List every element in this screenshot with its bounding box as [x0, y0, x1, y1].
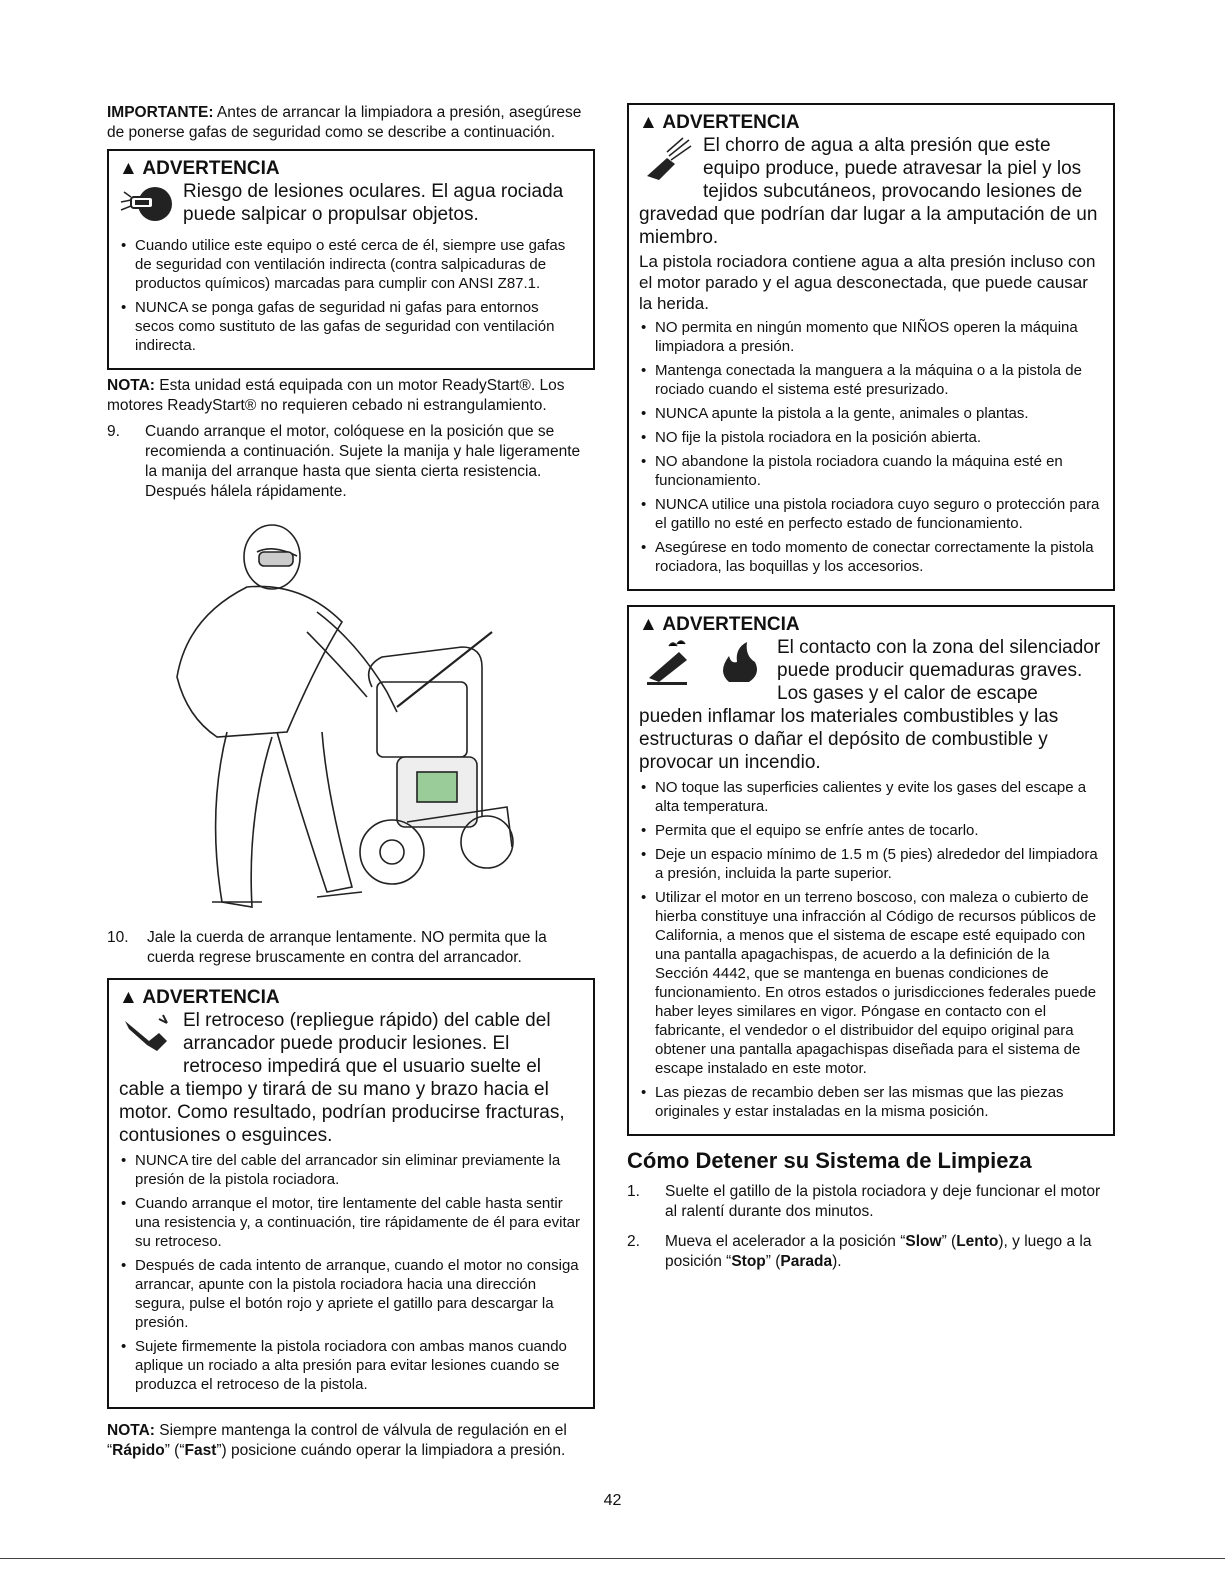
- step-text: Cuando arranque el motor, colóquese en la posición que se recomienda a continuación. Sujete la manija y hale ligeramente la manija del arranque hasta que sienta cierta resistencia. Después hálela rápidamente.: [145, 423, 581, 500]
- fire-icon: [723, 642, 757, 682]
- step-text: ).: [832, 1253, 842, 1270]
- step-text: ” (: [941, 1233, 957, 1250]
- list-item: • NO toque las superficies calientes y evite los gases del escape a alta temperatura.: [639, 778, 1101, 816]
- nota-text: ”) posicione cuándo operar la limpiadora a presión.: [216, 1442, 566, 1459]
- right-column: [627, 103, 1115, 1282]
- nota-label: NOTA:: [107, 377, 155, 394]
- step-text: ” (: [765, 1253, 781, 1270]
- step-bold: Slow: [905, 1233, 942, 1250]
- step-bold: Parada: [780, 1253, 833, 1270]
- warning-box-high-pressure: [627, 103, 1115, 591]
- step-text: Jale la cuerda de arranque lentamente. NO permita que la cuerda regrese bruscamente en contra del arrancador.: [147, 929, 547, 966]
- importante-label: IMPORTANTE:: [107, 104, 214, 121]
- list-item: • Cuando utilice este equipo o esté cerca de él, siempre use gafas de seguridad con ventilación indirecta (contra salpicaduras de productos químicos) marcadas para cumplir con ANSI Z87.1.: [119, 236, 581, 293]
- step-bold: Lento: [956, 1233, 999, 1250]
- warning-lead: Riesgo de lesiones oculares. El agua rociada puede salpicar o propulsar objetos.: [183, 181, 564, 225]
- warning-lead: El contacto con la zona del silenciador puede producir quemaduras graves. Los gases y el calor de escape pueden inflamar los materiales combustibles y las estructuras o dañar el depósito de combustible y provocar un incendio.: [639, 637, 1101, 773]
- warning-tag: ▲ ADVERTENCIA: [639, 112, 800, 133]
- warning-lead-2: La pistola rociadora contiene agua a alta presión incluso con el motor parado y el agua desconectada, que puede causar la herida.: [639, 252, 1096, 313]
- list-item: • NUNCA tire del cable del arrancador sin eliminar previamente la presión de la pistola rociadora.: [119, 1151, 581, 1189]
- nota-bold: Rápido: [112, 1442, 165, 1459]
- warning-box-eye-injury: [107, 149, 595, 370]
- nota-paragraph: [107, 376, 595, 416]
- nota-label: NOTA:: [107, 1422, 155, 1439]
- warning-bullets: [119, 1151, 581, 1394]
- warning-header: [639, 613, 1101, 636]
- warning-bullets: [639, 778, 1101, 1121]
- step-number: 10.: [107, 929, 129, 946]
- list-item: • NUNCA se ponga gafas de seguridad ni gafas para entornos secos como sustituto de las gafas de seguridad con ventilación indirecta.: [119, 298, 581, 355]
- warning-bullets: [639, 318, 1101, 576]
- section-heading: Cómo Detener su Sistema de Limpieza: [627, 1148, 1032, 1173]
- nota-text: Esta unidad está equipada con un motor ReadyStart®. Los motores ReadyStart® no requieren cebado ni estrangulamiento.: [107, 377, 565, 414]
- step-text: Mueva el acelerador a la posición “: [665, 1233, 906, 1250]
- warning-box-muffler: [627, 605, 1115, 1136]
- warning-header: [639, 111, 1101, 134]
- recoil-hand-icon: [119, 1011, 175, 1059]
- warning-tag: ▲ ADVERTENCIA: [119, 158, 280, 179]
- list-item: • Las piezas de recambio deben ser las mismas que las piezas originales y estar instaladas en la misma posición.: [639, 1083, 1101, 1121]
- importante-text: Antes de arrancar la limpiadora a presión, asegúrese de ponerse gafas de seguridad como se describe a continuación.: [107, 104, 582, 141]
- list-item: • Utilizar el motor en un terreno boscoso, con maleza o cubierto de hierba constituye una infracción al Código de recursos públicos de California, a menos que el sistema de escape esté equipado con una pantalla apagachispas, de acuerdo a la definición de la Sección 4442, que se mantenga en buenas condiciones de funcionamiento. En otros estados o jurisdicciones federales puede haber leyes similares en vigor. Póngase en contacto con el fabricante, el vendedor o el distribuidor del equipo original para obtener una pantalla apagachispas diseñada para el sistema de escape instalado en este motor.: [639, 888, 1101, 1078]
- page-bottom-rule: [0, 1558, 1225, 1559]
- step-number: 9.: [107, 423, 120, 440]
- nota-paragraph-2: [107, 1421, 595, 1461]
- warning-box-recoil: [107, 978, 595, 1409]
- left-column: [107, 103, 595, 1461]
- step-text: Suelte el gatillo de la pistola rociadora y deje funcionar el motor al ralentí durante dos minutos.: [665, 1183, 1101, 1220]
- importante-paragraph: [107, 103, 595, 143]
- step-number: 1.: [627, 1183, 640, 1200]
- list-item: • NUNCA apunte la pistola a la gente, animales o plantas.: [639, 404, 1101, 423]
- step-2: [627, 1232, 1115, 1272]
- nota-bold: Fast: [184, 1442, 217, 1459]
- list-item: • Deje un espacio mínimo de 1.5 m (5 pies) alrededor del limpiadora a presión, incluida la parte superior.: [639, 845, 1101, 883]
- high-pressure-spray-hand-icon: [639, 136, 695, 184]
- list-item: • NO abandone la pistola rociadora cuando la máquina esté en funcionamiento.: [639, 452, 1101, 490]
- page-number: 42: [603, 1492, 622, 1509]
- list-item: • Asegúrese en todo momento de conectar correctamente la pistola rociadora, las boquillas y los accesorios.: [639, 538, 1101, 576]
- person-starting-pressure-washer-illustration: [167, 512, 517, 922]
- warning-header: [119, 157, 581, 180]
- list-item: • NUNCA utilice una pistola rociadora cuyo seguro o protección para el gatillo no esté en perfecto estado de funcionamiento.: [639, 495, 1101, 533]
- warning-tag: ▲ ADVERTENCIA: [639, 614, 800, 635]
- step-bold: Stop: [731, 1253, 766, 1270]
- nota-text: ” (“: [164, 1442, 185, 1459]
- warning-lead: El retroceso (repliegue rápido) del cable del arrancador puede producir lesiones. El retroceso impedirá que el usuario suelte el cable a tiempo y tirará de su mano y brazo hacia el motor. Como resultado, podrían producirse fracturas, contusiones o esguinces.: [119, 1010, 565, 1146]
- nota-text: Siempre mantenga la control de válvula de regulación en el “: [107, 1422, 567, 1459]
- list-item: • Permita que el equipo se enfríe antes de tocarlo.: [639, 821, 1101, 840]
- list-item: • NO permita en ningún momento que NIÑOS operen la máquina limpiadora a presión.: [639, 318, 1101, 356]
- step-10: [107, 928, 595, 968]
- warning-header: [119, 986, 581, 1009]
- list-item: • Cuando arranque el motor, tire lentamente del cable hasta sentir una resistencia y, a continuación, tire rápidamente de él para evitar su retroceso.: [119, 1194, 581, 1251]
- warning-lead: El chorro de agua a alta presión que este equipo produce, puede atravesar la piel y los tejidos subcutáneos, provocando lesiones de gravedad que podrían dar lugar a la amputación de un miembro.: [639, 135, 1098, 248]
- list-item: • NO fije la pistola rociadora en la posición abierta.: [639, 428, 1101, 447]
- step-text: ), y luego a la posición “: [665, 1233, 1092, 1270]
- step-1: [627, 1182, 1115, 1222]
- list-item: • Después de cada intento de arranque, cuando el motor no consiga arrancar, apunte con la pistola rociadora hacia una dirección segura, pulse el botón rojo y apriete el gatillo para descargar la presión.: [119, 1256, 581, 1332]
- warning-tag: ▲ ADVERTENCIA: [119, 987, 280, 1008]
- warning-bullets: [119, 236, 581, 355]
- step-number: 2.: [627, 1233, 640, 1250]
- list-item: • Sujete firmemente la pistola rociadora con ambas manos cuando aplique un rociado a alta presión para evitar lesiones cuando se produzca el retroceso de la pistola.: [119, 1337, 581, 1394]
- hot-surface-icon: [639, 638, 769, 686]
- safety-goggles-icon: [119, 182, 175, 230]
- list-item: • Mantenga conectada la manguera a la máquina o a la pistola de rociado cuando el sistema esté presurizado.: [639, 361, 1101, 399]
- step-9: [107, 422, 595, 502]
